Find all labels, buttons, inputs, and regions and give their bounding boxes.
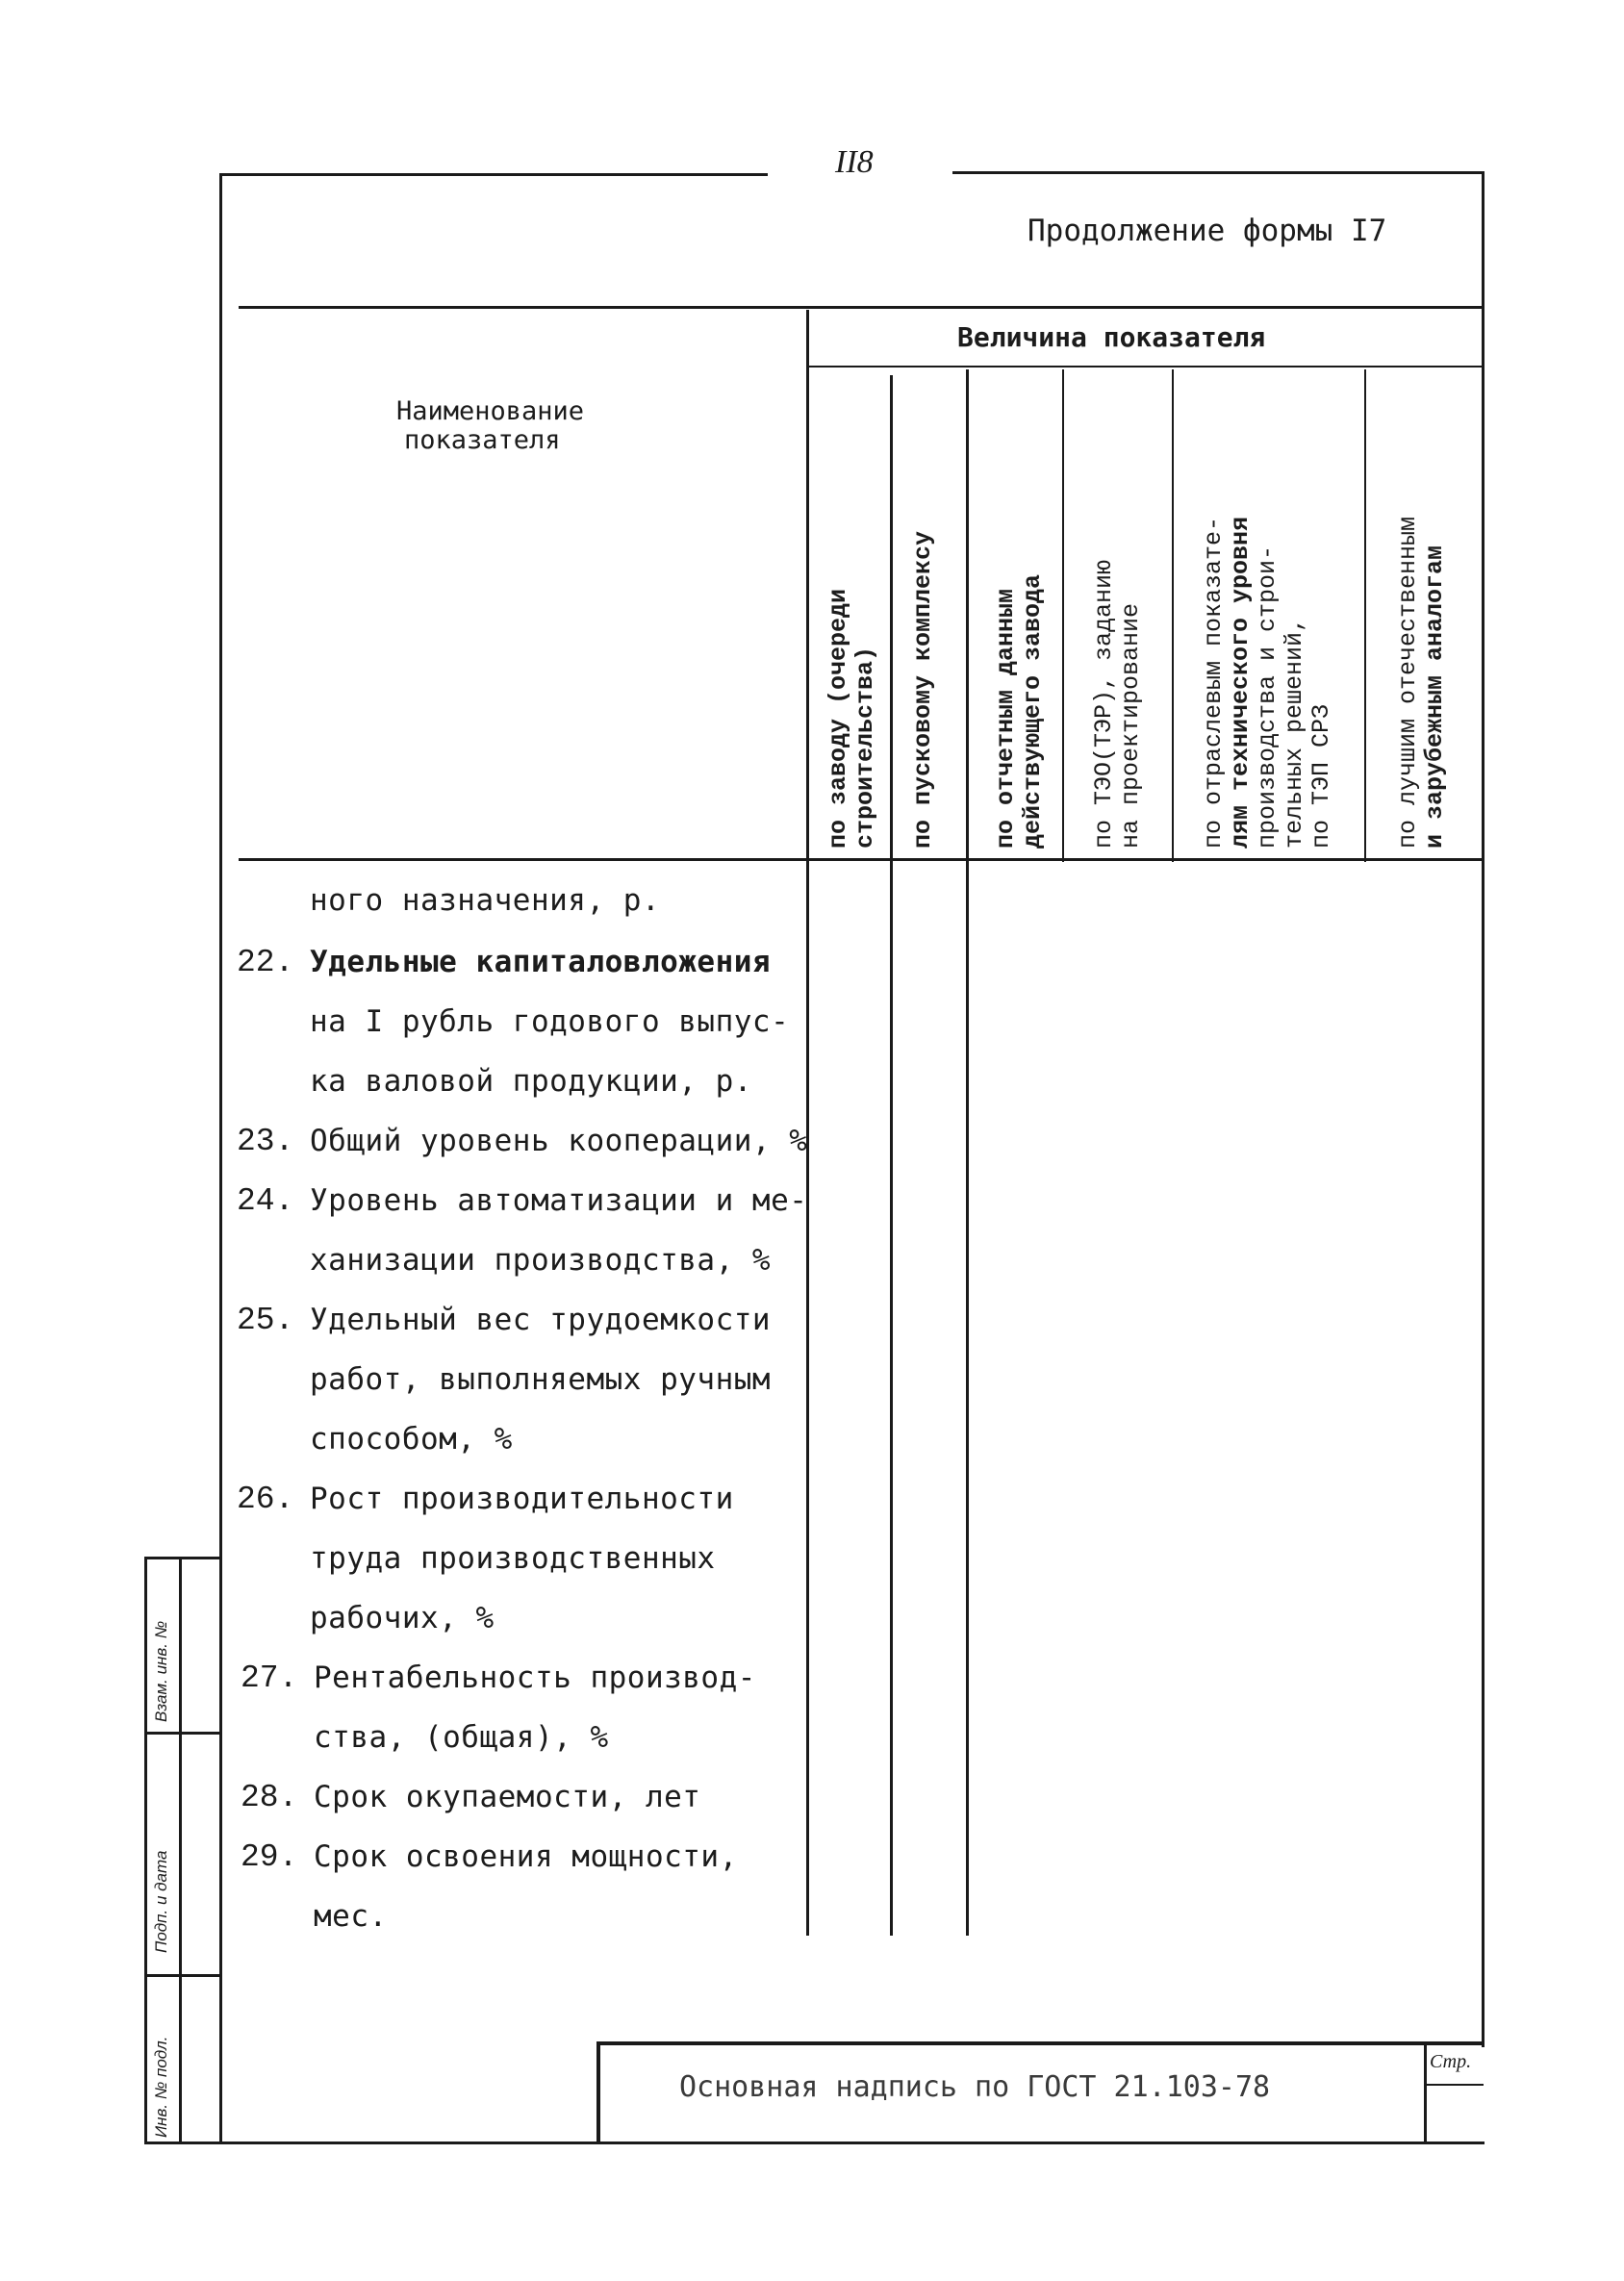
side-stamp-label-1: Инв. № подл. xyxy=(152,2036,170,2138)
col-line-2 xyxy=(890,375,893,1936)
name-col-header-2: показателя xyxy=(404,425,561,455)
col-header-3-line-2: действующего завода xyxy=(1019,573,1047,849)
stamp-divider xyxy=(1424,2041,1427,2143)
table-top-line xyxy=(239,306,1482,309)
frame-top-right xyxy=(952,171,1484,174)
row-text-line: способом, % xyxy=(310,1422,513,1457)
col-header-2 xyxy=(910,531,937,849)
col-header-3-line-1: по отчетным данным xyxy=(992,588,1020,849)
frame-left xyxy=(219,173,222,2143)
row-text-line: ка валовой продукции, р. xyxy=(310,1064,752,1099)
row-text-line: ного назначения, р. xyxy=(310,883,661,918)
side-stamp-label-2: Подп. и дата xyxy=(152,1850,170,1953)
stamp-left xyxy=(596,2041,600,2143)
stamp-page-label: Стр. xyxy=(1430,2051,1472,2072)
row-text-line: Уровень автоматизации и ме- xyxy=(310,1183,808,1218)
stamp-page-divider xyxy=(1424,2084,1484,2086)
col-header-3 xyxy=(993,574,1047,849)
row-text-line: мес. xyxy=(314,1899,388,1934)
row-text-line: ханизации производства, % xyxy=(310,1243,772,1278)
col-header-4 xyxy=(1091,560,1145,849)
side-stamp-inner xyxy=(179,1557,182,2143)
row-text-line: Рост производительности xyxy=(310,1482,734,1516)
value-group-line xyxy=(806,366,1482,367)
col-line-3 xyxy=(966,369,969,1936)
col-header-5-line-2: лям технического уровня xyxy=(1227,516,1255,849)
value-group-header: Величина показателя xyxy=(957,321,1266,353)
header-bottom-line xyxy=(239,858,1482,861)
side-stamp-top xyxy=(144,1557,221,1559)
col-header-1-line-1: по заводу (очереди xyxy=(825,588,852,849)
row-text-line: на I рубль годового выпус- xyxy=(310,1004,790,1039)
col-header-5-line-4: тельных решений, xyxy=(1281,617,1308,849)
col-line-6 xyxy=(1364,369,1366,862)
row-number: 23. xyxy=(237,1124,294,1159)
name-col-header-1: Наименование xyxy=(396,396,585,426)
col-header-1 xyxy=(825,589,879,849)
row-number: 29. xyxy=(241,1839,298,1875)
col-header-6 xyxy=(1395,517,1449,849)
col-header-6-line-1: по лучшим отечественным xyxy=(1394,516,1422,849)
row-text-line: работ, выполняемых ручным xyxy=(310,1362,772,1397)
col-header-2-line-1: по пусковому комплексу xyxy=(909,530,937,849)
row-text-line: Срок освоения мощности, xyxy=(314,1839,738,1874)
row-number: 28. xyxy=(241,1780,298,1815)
row-text-line: Общий уровень кооперации, % xyxy=(310,1124,808,1158)
col-line-4 xyxy=(1062,369,1064,862)
row-text-line: Удельный вес трудоемкости xyxy=(310,1303,772,1337)
frame-bottom xyxy=(144,2142,1484,2144)
form-title: Продолжение формы I7 xyxy=(1028,214,1387,248)
col-line-5 xyxy=(1172,369,1174,862)
frame-top-left xyxy=(219,173,768,176)
row-number: 24. xyxy=(237,1183,294,1219)
side-stamp-sep-1 xyxy=(144,1732,221,1735)
row-text-line: рабочих, % xyxy=(310,1601,495,1635)
row-number: 25. xyxy=(237,1303,294,1338)
frame-right xyxy=(1482,171,1484,2047)
col-header-4-line-2: на проектирование xyxy=(1117,602,1145,849)
row-number: 22. xyxy=(237,945,294,980)
row-number: 26. xyxy=(237,1482,294,1517)
row-text-line: ства, (общая), % xyxy=(314,1720,609,1755)
row-text-line: Рентабельность производ- xyxy=(314,1660,756,1695)
col-line-1 xyxy=(806,310,809,1936)
col-header-5 xyxy=(1201,517,1335,849)
side-stamp-outer xyxy=(144,1557,147,2143)
page-number: II8 xyxy=(835,144,874,180)
col-header-4-line-1: по ТЭО(ТЭР), заданию xyxy=(1090,559,1118,849)
row-text-line: Удельные капиталовложения xyxy=(310,945,772,979)
stamp-text: Основная надпись по ГОСТ 21.103-78 xyxy=(679,2070,1271,2104)
side-stamp-sep-2 xyxy=(144,1974,221,1977)
col-header-1-line-2: строительства) xyxy=(851,646,879,849)
stamp-top xyxy=(596,2041,1484,2045)
col-header-5-line-1: по отраслевым показате- xyxy=(1200,516,1228,849)
row-text-line: труда производственных xyxy=(310,1541,716,1576)
col-header-5-line-5: по ТЭП СРЗ xyxy=(1307,703,1335,849)
col-header-5-line-3: производства и строи- xyxy=(1254,545,1281,849)
row-number: 27. xyxy=(241,1660,298,1696)
side-stamp-label-3: Взам. инв. № xyxy=(152,1620,170,1722)
row-text-line: Срок окупаемости, лет xyxy=(314,1780,701,1814)
col-header-6-line-2: и зарубежным аналогам xyxy=(1421,545,1449,849)
